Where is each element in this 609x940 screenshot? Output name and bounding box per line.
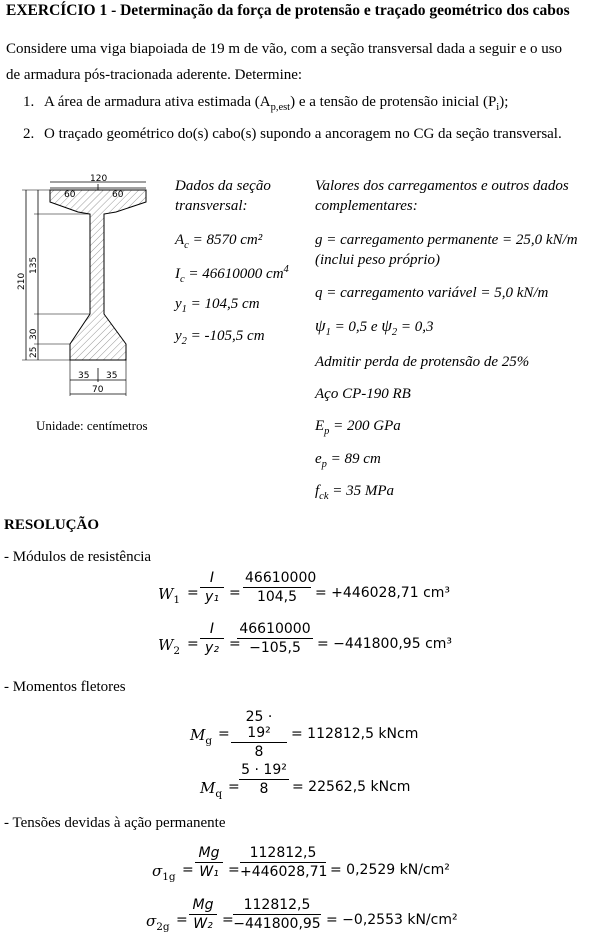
section-outline — [50, 190, 146, 360]
task-item-2 — [23, 126, 562, 143]
resolution-title: RESOLUÇÃO — [4, 517, 100, 533]
sigma1g-lhs: $\sigma_{1g}$ — [152, 862, 176, 883]
intro-line-1: Considere uma viga biapoiada de 19 m de vão, com a seção transversal dada a seguir e o uso — [6, 41, 563, 57]
dim-25: 25 — [29, 346, 39, 358]
w2-result: = −441800,95 cm³ — [317, 636, 453, 652]
section-data-heading-1: Dados da seção — [175, 178, 271, 194]
loads-heading-2: complementares: — [315, 198, 418, 214]
exercise-title: EXERCÍCIO 1 - Determinação da força de protensão e traçado geométrico dos cabos — [6, 2, 570, 19]
mg-eq: = — [218, 726, 230, 742]
load-g-line-2: (inclui peso próprio) — [315, 252, 440, 268]
dim-60-right: 60 — [112, 190, 124, 200]
w1-eq1: = — [187, 585, 199, 601]
unit-label: Unidade: centímetros — [36, 418, 148, 433]
sigma1g-eq1: = — [182, 862, 194, 878]
sigma2g-eq2: = — [222, 912, 234, 928]
w1-frac-symbolic: I y₁ — [200, 570, 224, 605]
task-item-1-text-a: A área de armadura ativa estimada (A — [44, 94, 271, 110]
sigma2g-lhs: $\sigma_{2g}$ — [146, 912, 170, 933]
steel-modulus: $E_p = 200$ GPa — [315, 418, 401, 437]
section-y1: $y_1 = 104,5$ cm — [175, 296, 260, 315]
w1-result: = +446028,71 cm³ — [315, 585, 451, 601]
mq-lhs: $M_q$ — [200, 779, 223, 800]
section-area: $A_c = 8570$ cm² — [175, 232, 263, 251]
task-item-2-text: O traçado geométrico do(s) cabo(s) supondo a ancoragem no CG da seção transversal. — [44, 126, 562, 142]
prestress-loss: Admitir perda de protensão de 25% — [315, 354, 530, 370]
dim-35-right: 35 — [106, 371, 118, 381]
section-bending-moments: - Momentos fletores — [4, 679, 126, 695]
intro-line-2: de armadura pós-tracionada aderente. Determine: — [6, 67, 303, 83]
sigma1g-result: = 0,2529 kN/cm² — [330, 862, 450, 878]
sigma2g-result: = −0,2553 kN/cm² — [326, 912, 458, 928]
w2-frac-numeric: 46610000 −105,5 — [237, 621, 313, 656]
task-item-1-sub: p,est — [270, 102, 291, 113]
sigma1g-eq2: = — [228, 862, 240, 878]
cross-section-drawing — [8, 172, 153, 417]
dim-35-left: 35 — [78, 371, 90, 381]
dim-120: 120 — [90, 174, 108, 184]
mg-frac: 25 · 19² 8 — [231, 709, 287, 760]
dim-30: 30 — [29, 328, 39, 340]
mq-eq: = — [228, 779, 240, 795]
sigma2g-frac-numeric: 112812,5 −441800,95 — [233, 897, 321, 932]
mq-frac: 5 · 19² 8 — [239, 762, 289, 797]
task-item-1-number: 1. — [23, 94, 35, 110]
dim-60-left: 60 — [64, 190, 76, 200]
section-permanent-stresses: - Tensões devidas à ação permanente — [4, 815, 226, 831]
w2-eq2: = — [229, 636, 241, 652]
w2-lhs: $W_2$ — [158, 636, 181, 657]
w2-eq1: = — [187, 636, 199, 652]
load-g-line-1: g = carregamento permanente = 25,0 kN/m — [315, 232, 578, 248]
w2-frac-symbolic: I y₂ — [200, 621, 224, 656]
w1-lhs: $W_1$ — [158, 585, 181, 606]
w1-eq2: = — [229, 585, 241, 601]
task-item-1-text-b: ) e a tensão de protensão inicial (P — [290, 94, 497, 110]
load-q: q = carregamento variável = 5,0 kN/m — [315, 285, 549, 301]
steel-type: Aço CP-190 RB — [315, 386, 411, 402]
mq-result: = 22562,5 kNcm — [292, 779, 411, 795]
loads-heading-1: Valores dos carregamentos e outros dados — [315, 178, 569, 194]
task-item-1 — [23, 94, 508, 113]
sigma2g-eq1: = — [176, 912, 188, 928]
mg-lhs: $M_g$ — [190, 726, 213, 747]
dim-70: 70 — [92, 385, 104, 395]
dim-135: 135 — [29, 256, 39, 274]
section-inertia: $I_c = 46610000$ $cm^4$ — [175, 264, 289, 285]
task-item-1-text-c: ); — [499, 94, 509, 110]
concrete-fck: $f_{ck} = 35$ MPa — [315, 483, 395, 502]
psi-factors: $\psi_1 = 0,5$ e $\psi_2 = 0,3$ — [315, 316, 434, 338]
sigma1g-frac-numeric: 112812,5 +446028,71 — [240, 845, 328, 880]
sigma2g-frac-symbolic: Mg W₂ — [189, 897, 217, 932]
w1-frac-numeric: 46610000 104,5 — [245, 570, 317, 605]
section-resistance-moduli: - Módulos de resistência — [4, 549, 152, 565]
task-item-2-number: 2. — [23, 126, 35, 142]
mg-result: = 112812,5 kNcm — [291, 726, 419, 742]
dim-210: 210 — [17, 272, 27, 290]
eccentricity: $e_p = 89$ cm — [315, 451, 381, 470]
section-y2: $y_2 = -105,5$ cm — [175, 328, 265, 347]
task-item-1-sub2: i — [496, 102, 500, 113]
section-data-heading-2: transversal: — [175, 198, 248, 214]
sigma1g-frac-symbolic: Mg W₁ — [195, 845, 223, 880]
